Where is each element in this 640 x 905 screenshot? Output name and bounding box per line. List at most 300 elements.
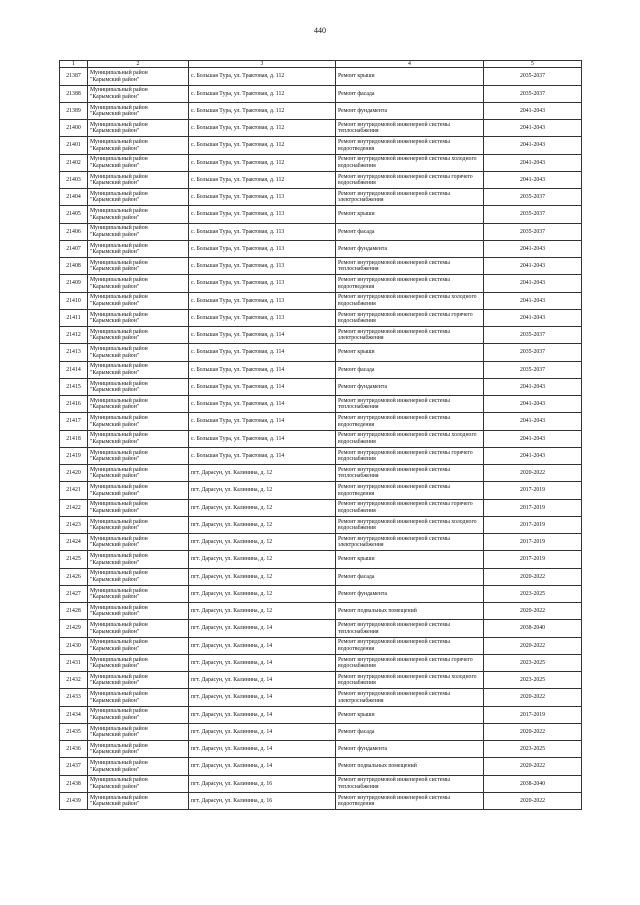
address: с. Большая Тура, ул. Трактовая, д. 114 — [189, 396, 336, 413]
work-type: Ремонт фундамента — [336, 378, 484, 395]
work-type: Ремонт внутридомовой инженерной системы теплоснабжения — [336, 396, 484, 413]
table-row — [60, 154, 582, 171]
municipality-line-1: Муниципальный район — [90, 208, 148, 215]
municipality-line-1: Муниципальный район — [90, 121, 148, 128]
period: 2041-2043 — [484, 154, 582, 171]
address: с. Большая Тура, ул. Трактовая, д. 112 — [189, 120, 336, 137]
work-type: Ремонт внутридомовой инженерной системы водоотведения — [336, 637, 484, 654]
municipality — [88, 137, 189, 154]
municipality-line-1: Муниципальный район — [90, 760, 148, 767]
address: пгт. Дарасун, ул. Калинина, д. 12 — [189, 516, 336, 533]
municipality-line-2: "Карымский район" — [90, 714, 140, 721]
period: 2041-2043 — [484, 275, 582, 292]
row-number: 21415 — [60, 378, 88, 395]
address: с. Большая Тура, ул. Трактовая, д. 114 — [189, 430, 336, 447]
municipality — [88, 102, 189, 119]
work-type: Ремонт внутридомовой инженерной системы горячего водоснабжения — [336, 171, 484, 188]
period: 2041-2043 — [484, 258, 582, 275]
address: с. Большая Тура, ул. Трактовая, д. 112 — [189, 85, 336, 102]
period: 2023-2025 — [484, 672, 582, 689]
row-number: 21438 — [60, 775, 88, 792]
address: пгт. Дарасун, ул. Калинина, д. 14 — [189, 620, 336, 637]
period: 2017-2019 — [484, 551, 582, 568]
work-type: Ремонт внутридомовой инженерной системы теплоснабжения — [336, 465, 484, 482]
address: с. Большая Тура, ул. Трактовая, д. 113 — [189, 240, 336, 257]
row-number: 21431 — [60, 654, 88, 671]
address: пгт. Дарасун, ул. Калинина, д. 12 — [189, 482, 336, 499]
work-type: Ремонт внутридомовой инженерной системы электроснабжения — [336, 689, 484, 706]
municipality-line-1: Муниципальный район — [90, 156, 148, 163]
table-row — [60, 189, 582, 206]
work-type: Ремонт крыши — [336, 344, 484, 361]
municipality-line-2: "Карымский район" — [90, 749, 140, 756]
period: 2020-2022 — [484, 758, 582, 775]
municipality-line-1: Муниципальный район — [90, 587, 148, 594]
address: с. Большая Тура, ул. Трактовая, д. 113 — [189, 258, 336, 275]
municipality-line-2: "Карымский район" — [90, 404, 140, 411]
header-col-2: 2 — [88, 61, 189, 68]
municipality-line-2: "Карымский район" — [90, 352, 140, 359]
municipality-line-1: Муниципальный район — [90, 190, 148, 197]
work-type: Ремонт внутридомовой инженерной системы водоотведения — [336, 275, 484, 292]
table-row — [60, 102, 582, 119]
period: 2035-2037 — [484, 344, 582, 361]
row-number: 21416 — [60, 396, 88, 413]
municipality — [88, 309, 189, 326]
municipality-line-2: "Карымский район" — [90, 490, 140, 497]
municipality — [88, 551, 189, 568]
address: пгт. Дарасун, ул. Калинина, д. 14 — [189, 689, 336, 706]
municipality-line-1: Муниципальный район — [90, 363, 148, 370]
period: 2020-2022 — [484, 603, 582, 620]
period: 2041-2043 — [484, 378, 582, 395]
row-number: 21406 — [60, 223, 88, 240]
municipality — [88, 223, 189, 240]
municipality — [88, 482, 189, 499]
row-number: 21402 — [60, 154, 88, 171]
municipality-line-1: Муниципальный район — [90, 380, 148, 387]
row-number: 21417 — [60, 413, 88, 430]
row-number: 21429 — [60, 620, 88, 637]
address: пгт. Дарасун, ул. Калинина, д. 14 — [189, 741, 336, 758]
municipality-line-1: Муниципальный район — [90, 656, 148, 663]
work-type: Ремонт фасада — [336, 723, 484, 740]
work-type: Ремонт крыши — [336, 206, 484, 223]
table-row — [60, 206, 582, 223]
address: пгт. Дарасун, ул. Калинина, д. 12 — [189, 534, 336, 551]
address: пгт. Дарасун, ул. Калинина, д. 14 — [189, 758, 336, 775]
table-row — [60, 361, 582, 378]
municipality — [88, 689, 189, 706]
work-type: Ремонт фасада — [336, 361, 484, 378]
municipality-line-2: "Карымский район" — [90, 456, 140, 463]
work-type: Ремонт внутридомовой инженерной системы электроснабжения — [336, 327, 484, 344]
period: 2038-2040 — [484, 775, 582, 792]
municipality-line-1: Муниципальный район — [90, 449, 148, 456]
work-type: Ремонт внутридомовой инженерной системы теплоснабжения — [336, 620, 484, 637]
period: 2017-2019 — [484, 516, 582, 533]
table-row — [60, 775, 582, 792]
municipality-line-1: Муниципальный район — [90, 225, 148, 232]
table-row — [60, 603, 582, 620]
municipality-line-2: "Карымский район" — [90, 525, 140, 532]
period: 2041-2043 — [484, 120, 582, 137]
row-number: 21421 — [60, 482, 88, 499]
municipality-line-1: Муниципальный район — [90, 673, 148, 680]
work-type: Ремонт подвальных помещений — [336, 758, 484, 775]
period: 2041-2043 — [484, 292, 582, 309]
table-row — [60, 654, 582, 671]
municipality — [88, 706, 189, 723]
table-row — [60, 171, 582, 188]
municipality — [88, 430, 189, 447]
municipality-line-1: Муниципальный район — [90, 173, 148, 180]
table-row — [60, 344, 582, 361]
row-number: 21430 — [60, 637, 88, 654]
municipality-line-2: "Карымский район" — [90, 128, 140, 135]
address: с. Большая Тура, ул. Трактовая, д. 113 — [189, 223, 336, 240]
municipality-line-1: Муниципальный район — [90, 139, 148, 146]
municipality — [88, 585, 189, 602]
table-row — [60, 534, 582, 551]
period: 2035-2037 — [484, 189, 582, 206]
municipality-line-1: Муниципальный район — [90, 742, 148, 749]
municipality-line-2: "Карымский район" — [90, 421, 140, 428]
period: 2017-2019 — [484, 482, 582, 499]
municipality — [88, 465, 189, 482]
municipality — [88, 120, 189, 137]
table-row — [60, 396, 582, 413]
municipality-line-1: Муниципальный район — [90, 691, 148, 698]
table-row — [60, 499, 582, 516]
table-row — [60, 568, 582, 585]
municipality-line-2: "Карымский район" — [90, 783, 140, 790]
period: 2017-2019 — [484, 534, 582, 551]
address: с. Большая Тура, ул. Трактовая, д. 113 — [189, 309, 336, 326]
table-row — [60, 85, 582, 102]
table-row — [60, 275, 582, 292]
work-type: Ремонт внутридомовой инженерной системы холодного водоснабжения — [336, 672, 484, 689]
period: 2041-2043 — [484, 240, 582, 257]
work-type: Ремонт крыши — [336, 68, 484, 85]
municipality-line-2: "Карымский район" — [90, 542, 140, 549]
municipality-line-2: "Карымский район" — [90, 197, 140, 204]
municipality — [88, 344, 189, 361]
period: 2041-2043 — [484, 396, 582, 413]
period: 2041-2043 — [484, 171, 582, 188]
address: пгт. Дарасун, ул. Калинина, д. 12 — [189, 465, 336, 482]
table-row — [60, 120, 582, 137]
municipality — [88, 568, 189, 585]
period: 2020-2022 — [484, 465, 582, 482]
page-number: 440 — [314, 26, 326, 35]
municipality-line-1: Муниципальный район — [90, 553, 148, 560]
row-number: 21439 — [60, 792, 88, 809]
address: пгт. Дарасун, ул. Калинина, д. 12 — [189, 603, 336, 620]
row-number: 21389 — [60, 102, 88, 119]
capital-repair-table — [59, 60, 582, 810]
period: 2035-2037 — [484, 223, 582, 240]
table-row — [60, 327, 582, 344]
municipality — [88, 258, 189, 275]
work-type: Ремонт фундамента — [336, 240, 484, 257]
municipality-line-2: "Карымский район" — [90, 473, 140, 480]
work-type: Ремонт крыши — [336, 551, 484, 568]
row-number: 21418 — [60, 430, 88, 447]
period: 2035-2037 — [484, 327, 582, 344]
table-row — [60, 706, 582, 723]
table-row — [60, 68, 582, 85]
municipality — [88, 240, 189, 257]
table-row — [60, 551, 582, 568]
period: 2041-2043 — [484, 102, 582, 119]
period: 2041-2043 — [484, 137, 582, 154]
work-type: Ремонт внутридомовой инженерной системы горячего водоснабжения — [336, 499, 484, 516]
municipality-line-1: Муниципальный район — [90, 415, 148, 422]
work-type: Ремонт фасада — [336, 223, 484, 240]
table-row — [60, 378, 582, 395]
row-number: 21422 — [60, 499, 88, 516]
work-type: Ремонт внутридомовой инженерной системы электроснабжения — [336, 534, 484, 551]
municipality-line-2: "Карымский район" — [90, 318, 140, 325]
address: с. Большая Тура, ул. Трактовая, д. 114 — [189, 378, 336, 395]
work-type: Ремонт внутридомовой инженерной системы водоотведения — [336, 137, 484, 154]
table-row — [60, 758, 582, 775]
header-col-4: 4 — [336, 61, 484, 68]
address: пгт. Дарасун, ул. Калинина, д. 14 — [189, 637, 336, 654]
municipality-line-2: "Карымский район" — [90, 559, 140, 566]
municipality — [88, 637, 189, 654]
municipality-line-1: Муниципальный район — [90, 466, 148, 473]
table-row — [60, 637, 582, 654]
municipality — [88, 85, 189, 102]
address: пгт. Дарасун, ул. Калинина, д. 14 — [189, 654, 336, 671]
row-number: 21410 — [60, 292, 88, 309]
address: с. Большая Тура, ул. Трактовая, д. 112 — [189, 102, 336, 119]
work-type: Ремонт внутридомовой инженерной системы горячего водоснабжения — [336, 654, 484, 671]
address: пгт. Дарасун, ул. Калинина, д. 12 — [189, 585, 336, 602]
table-row — [60, 672, 582, 689]
municipality — [88, 413, 189, 430]
municipality — [88, 327, 189, 344]
period: 2017-2019 — [484, 499, 582, 516]
municipality-line-2: "Карымский район" — [90, 249, 140, 256]
table-row — [60, 689, 582, 706]
municipality — [88, 206, 189, 223]
address: пгт. Дарасун, ул. Калинина, д. 12 — [189, 551, 336, 568]
work-type: Ремонт внутридомовой инженерной системы горячего водоснабжения — [336, 447, 484, 464]
row-number: 21423 — [60, 516, 88, 533]
address: с. Большая Тура, ул. Трактовая, д. 114 — [189, 327, 336, 344]
municipality-line-1: Муниципальный район — [90, 432, 148, 439]
period: 2038-2040 — [484, 620, 582, 637]
address: с. Большая Тура, ул. Трактовая, д. 114 — [189, 344, 336, 361]
work-type: Ремонт внутридомовой инженерной системы теплоснабжения — [336, 258, 484, 275]
municipality-line-1: Муниципальный район — [90, 725, 148, 732]
municipality-line-2: "Карымский район" — [90, 283, 140, 290]
municipality-line-1: Муниципальный район — [90, 794, 148, 801]
address: с. Большая Тура, ул. Трактовая, д. 113 — [189, 292, 336, 309]
work-type: Ремонт внутридомовой инженерной системы горячего водоснабжения — [336, 309, 484, 326]
municipality-line-1: Муниципальный район — [90, 70, 148, 77]
row-number: 21404 — [60, 189, 88, 206]
address: пгт. Дарасун, ул. Калинина, д. 12 — [189, 499, 336, 516]
municipality-line-1: Муниципальный район — [90, 708, 148, 715]
work-type: Ремонт подвальных помещений — [336, 603, 484, 620]
address: пгт. Дарасун, ул. Калинина, д. 16 — [189, 792, 336, 809]
municipality-line-1: Муниципальный район — [90, 397, 148, 404]
municipality-line-1: Муниципальный район — [90, 622, 148, 629]
municipality-line-1: Муниципальный район — [90, 501, 148, 508]
row-number: 21388 — [60, 85, 88, 102]
row-number: 21426 — [60, 568, 88, 585]
address: с. Большая Тура, ул. Трактовая, д. 114 — [189, 361, 336, 378]
row-number: 21433 — [60, 689, 88, 706]
period: 2041-2043 — [484, 447, 582, 464]
municipality — [88, 154, 189, 171]
municipality-line-2: "Карымский район" — [90, 611, 140, 618]
period: 2023-2025 — [484, 654, 582, 671]
work-type: Ремонт внутридомовой инженерной системы холодного водоснабжения — [336, 154, 484, 171]
period: 2023-2025 — [484, 585, 582, 602]
municipality-line-2: "Карымский район" — [90, 628, 140, 635]
municipality-line-2: "Карымский район" — [90, 335, 140, 342]
municipality — [88, 171, 189, 188]
address: с. Большая Тура, ул. Трактовая, д. 112 — [189, 137, 336, 154]
municipality-line-2: "Карымский район" — [90, 145, 140, 152]
work-type: Ремонт внутридомовой инженерной системы холодного водоснабжения — [336, 430, 484, 447]
row-number: 21407 — [60, 240, 88, 257]
municipality-line-1: Муниципальный район — [90, 639, 148, 646]
work-type: Ремонт внутридомовой инженерной системы водоотведения — [336, 482, 484, 499]
table-body — [60, 68, 582, 810]
municipality-line-2: "Карымский район" — [90, 438, 140, 445]
municipality — [88, 603, 189, 620]
municipality-line-1: Муниципальный район — [90, 535, 148, 542]
municipality — [88, 741, 189, 758]
period: 2020-2022 — [484, 568, 582, 585]
period: 2041-2043 — [484, 430, 582, 447]
municipality-line-2: "Карымский район" — [90, 663, 140, 670]
address: с. Большая Тура, ул. Трактовая, д. 113 — [189, 189, 336, 206]
work-type: Ремонт фундамента — [336, 741, 484, 758]
table-row — [60, 292, 582, 309]
row-number: 21408 — [60, 258, 88, 275]
work-type: Ремонт фундамента — [336, 102, 484, 119]
table-row — [60, 309, 582, 326]
row-number: 21432 — [60, 672, 88, 689]
work-type: Ремонт фасада — [336, 568, 484, 585]
period: 2035-2037 — [484, 206, 582, 223]
work-type: Ремонт внутридомовой инженерной системы теплоснабжения — [336, 120, 484, 137]
work-type: Ремонт фасада — [336, 85, 484, 102]
municipality-line-2: "Карымский район" — [90, 801, 140, 808]
municipality-line-2: "Карымский район" — [90, 576, 140, 583]
address: с. Большая Тура, ул. Трактовая, д. 114 — [189, 413, 336, 430]
table-row — [60, 620, 582, 637]
address: пгт. Дарасун, ул. Калинина, д. 16 — [189, 775, 336, 792]
municipality-line-2: "Карымский район" — [90, 387, 140, 394]
municipality-line-2: "Карымский район" — [90, 680, 140, 687]
municipality — [88, 396, 189, 413]
municipality — [88, 275, 189, 292]
table-row — [60, 430, 582, 447]
header-row — [60, 61, 582, 68]
municipality — [88, 516, 189, 533]
period: 2020-2022 — [484, 637, 582, 654]
table-row — [60, 792, 582, 809]
table-row — [60, 741, 582, 758]
period: 2035-2037 — [484, 85, 582, 102]
municipality-line-1: Муниципальный район — [90, 87, 148, 94]
table-row — [60, 447, 582, 464]
municipality-line-1: Муниципальный район — [90, 328, 148, 335]
municipality-line-2: "Карымский район" — [90, 369, 140, 376]
municipality-line-2: "Карымский район" — [90, 231, 140, 238]
address: с. Большая Тура, ул. Трактовая, д. 113 — [189, 206, 336, 223]
work-type: Ремонт фундамента — [336, 585, 484, 602]
municipality-line-2: "Карымский район" — [90, 214, 140, 221]
table-row — [60, 223, 582, 240]
row-number: 21434 — [60, 706, 88, 723]
row-number: 21427 — [60, 585, 88, 602]
row-number: 21412 — [60, 327, 88, 344]
municipality — [88, 723, 189, 740]
row-number: 21403 — [60, 171, 88, 188]
row-number: 21419 — [60, 447, 88, 464]
municipality-line-2: "Карымский район" — [90, 300, 140, 307]
address: с. Большая Тура, ул. Трактовая, д. 113 — [189, 275, 336, 292]
municipality — [88, 758, 189, 775]
row-number: 21387 — [60, 68, 88, 85]
table-row — [60, 585, 582, 602]
period: 2020-2022 — [484, 792, 582, 809]
address: пгт. Дарасун, ул. Калинина, д. 14 — [189, 706, 336, 723]
municipality-line-2: "Карымский район" — [90, 697, 140, 704]
header-col-5: 5 — [484, 61, 582, 68]
municipality — [88, 361, 189, 378]
period: 2041-2043 — [484, 413, 582, 430]
municipality-line-2: "Карымский район" — [90, 594, 140, 601]
municipality — [88, 499, 189, 516]
municipality-line-2: "Карымский район" — [90, 645, 140, 652]
period: 2023-2025 — [484, 741, 582, 758]
municipality-line-1: Муниципальный район — [90, 346, 148, 353]
table-row — [60, 137, 582, 154]
municipality — [88, 68, 189, 85]
row-number: 21437 — [60, 758, 88, 775]
header-col-3: 3 — [189, 61, 336, 68]
municipality-line-2: "Карымский район" — [90, 111, 140, 118]
period: 2035-2037 — [484, 68, 582, 85]
period: 2020-2022 — [484, 689, 582, 706]
table-row — [60, 465, 582, 482]
address: с. Большая Тура, ул. Трактовая, д. 114 — [189, 447, 336, 464]
address: пгт. Дарасун, ул. Калинина, д. 14 — [189, 672, 336, 689]
row-number: 21428 — [60, 603, 88, 620]
row-number: 21400 — [60, 120, 88, 137]
municipality-line-2: "Карымский район" — [90, 266, 140, 273]
row-number: 21425 — [60, 551, 88, 568]
work-type: Ремонт внутридомовой инженерной системы холодного водоснабжения — [336, 516, 484, 533]
municipality-line-1: Муниципальный район — [90, 277, 148, 284]
table-row — [60, 516, 582, 533]
address: пгт. Дарасун, ул. Калинина, д. 12 — [189, 568, 336, 585]
municipality-line-2: "Карымский район" — [90, 162, 140, 169]
municipality-line-2: "Карымский район" — [90, 180, 140, 187]
table-row — [60, 258, 582, 275]
municipality-line-1: Муниципальный район — [90, 242, 148, 249]
